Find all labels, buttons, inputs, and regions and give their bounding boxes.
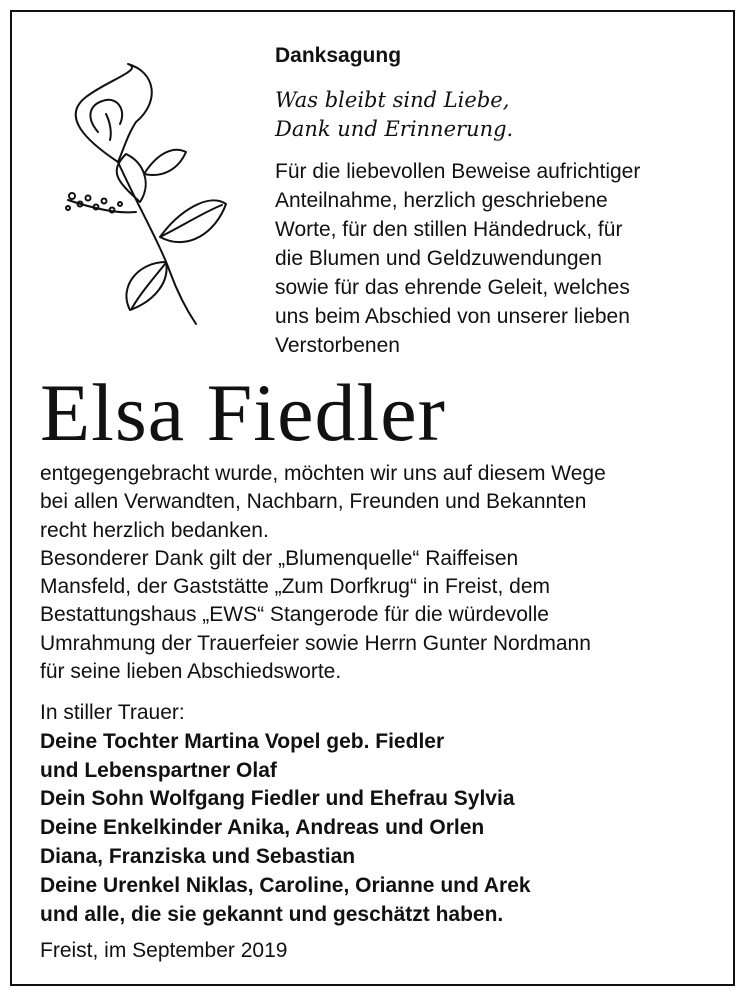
body-line: recht herzlich bedanken.: [40, 518, 269, 542]
body-line: entgegengebracht wurde, möchten wir uns auf diesem Wege: [40, 462, 606, 485]
mourner-line: Diana, Franziska und Sebastian: [40, 844, 356, 868]
motto-line: Was bleibt sind Liebe,: [275, 88, 510, 112]
body-text: [40, 460, 720, 686]
intro-line: uns beim Abschied von unserer lieben: [275, 305, 630, 328]
body-line: Besonderer Dank gilt der „Blumenquelle“ Raiffeisen: [40, 546, 519, 570]
mourning-intro: In stiller Trauer:: [40, 701, 185, 724]
intro-line: Anteilnahme, herzlich geschriebene: [275, 189, 608, 212]
mourner-line: und alle, die sie gekannt und geschätzt haben.: [40, 902, 504, 926]
mourner-line: Deine Tochter Martina Vopel geb. Fiedler: [40, 729, 445, 753]
motto-line: Dank und Erinnerung.: [275, 117, 514, 141]
body-line: für seine lieben Abschiedsworte.: [40, 660, 342, 684]
mourners-section: [40, 699, 720, 929]
deceased-name: Elsa Fiedler: [40, 367, 446, 458]
intro-text: [275, 157, 740, 360]
mourner-line: Deine Urenkel Niklas, Caroline, Orianne und Arek: [40, 873, 531, 897]
body-line: bei allen Verwandten, Nachbarn, Freunden und Bekannten: [40, 490, 587, 514]
intro-line: die Blumen und Geldzuwendungen: [275, 247, 602, 270]
mourner-line: Dein Sohn Wolfgang Fiedler und Ehefrau Sylvia: [40, 787, 515, 811]
intro-line: sowie für das ehrende Geleit, welches: [275, 276, 630, 299]
calla-lily-icon: [48, 62, 238, 327]
intro-line: Worte, für den stillen Händedruck, für: [275, 218, 623, 241]
place-date: Freist, im September 2019: [40, 939, 288, 962]
intro-line: Für die liebevollen Beweise aufrichtiger: [275, 160, 641, 183]
body-line: Bestattungshaus „EWS“ Stangerode für die würdevolle: [40, 603, 549, 627]
heading: Danksagung: [275, 44, 402, 67]
body-line: Mansfeld, der Gaststätte „Zum Dorfkrug“ in Freist, dem: [40, 575, 550, 599]
body-line: Umrahmung der Trauerfeier sowie Herrn Gunter Nordmann: [40, 631, 591, 655]
motto: [275, 86, 715, 144]
intro-line: Verstorbenen: [275, 334, 400, 357]
mourner-line: und Lebenspartner Olaf: [40, 758, 277, 782]
mourner-line: Deine Enkelkinder Anika, Andreas und Orlen: [40, 816, 485, 840]
